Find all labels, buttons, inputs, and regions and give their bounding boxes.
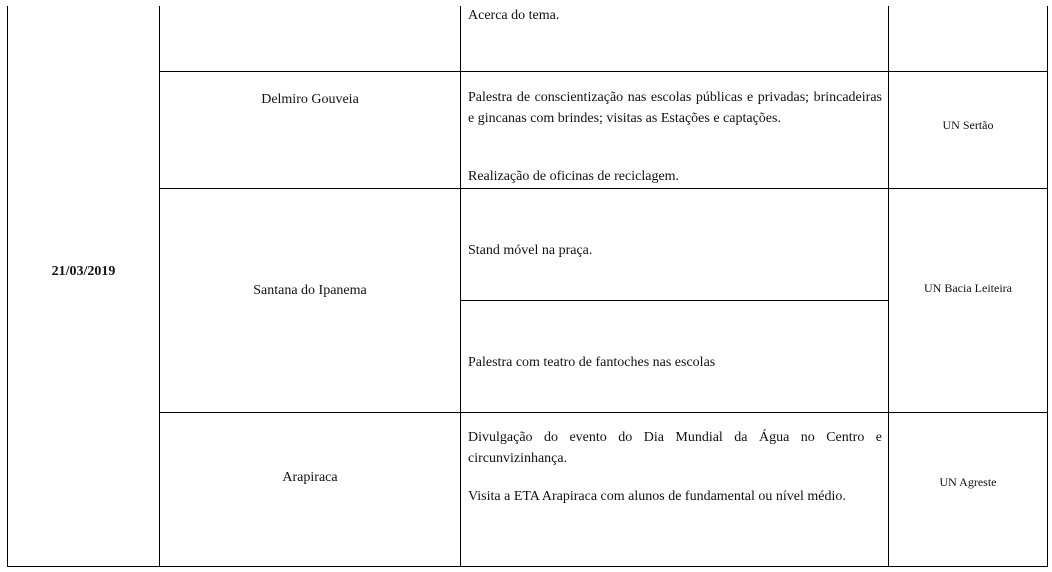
activity-text: Realização de oficinas de reciclagem. bbox=[468, 169, 680, 184]
row-divider-3 bbox=[159, 412, 1048, 413]
table-border-bottom bbox=[7, 566, 1048, 567]
activity-text: Palestra de conscientização nas escolas públicas e privadas; brincadeiras e gincanas com brindes; visitas as Estações e captações. bbox=[468, 90, 882, 126]
row-divider-2 bbox=[159, 188, 1048, 189]
activity-text: Acerca do tema. bbox=[468, 8, 560, 23]
table-border-right bbox=[1047, 6, 1048, 567]
city-cell: Delmiro Gouveia bbox=[261, 92, 359, 107]
column-divider-city bbox=[460, 6, 461, 567]
unit-cell: UN Agreste bbox=[939, 475, 997, 489]
activity-text: Visita a ETA Arapiraca com alunos de fundamental ou nível médio. bbox=[468, 489, 846, 504]
activity-text: Stand móvel na praça. bbox=[468, 243, 593, 258]
date-cell: 21/03/2019 bbox=[51, 264, 116, 279]
city-cell: Arapiraca bbox=[282, 470, 338, 485]
city-cell: Santana do Ipanema bbox=[253, 283, 367, 298]
table-border-left bbox=[7, 6, 8, 567]
unit-cell: UN Bacia Leiteira bbox=[924, 281, 1012, 295]
activity-subrow-divider bbox=[460, 300, 889, 301]
activity-text: Palestra com teatro de fantoches nas escolas bbox=[468, 355, 716, 370]
row-divider-1 bbox=[159, 71, 1048, 72]
activity-text: Divulgação do evento do Dia Mundial da Água no Centro e circunvizinhança. bbox=[468, 430, 882, 466]
unit-cell: UN Sertão bbox=[942, 118, 994, 132]
